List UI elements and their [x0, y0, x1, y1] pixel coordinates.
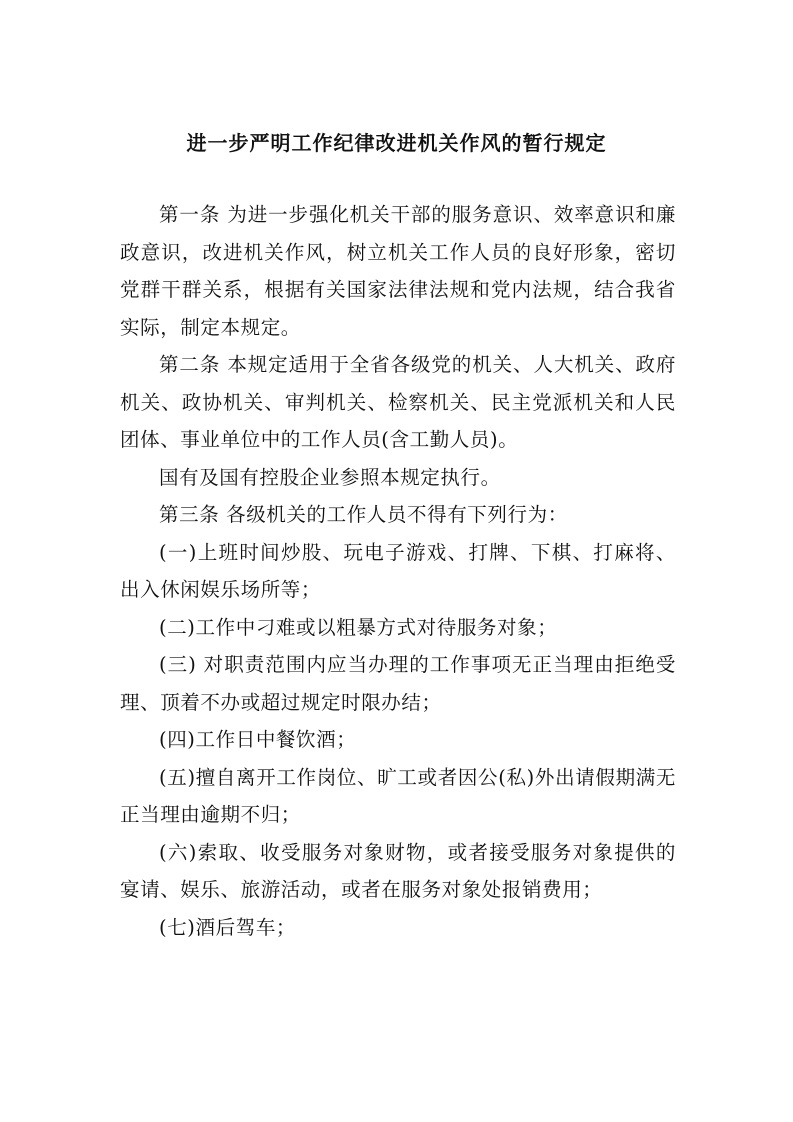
- list-item-1: (一)上班时间炒股、玩电子游戏、打牌、下棋、打麻将、出入休闲娱乐场所等；: [120, 540, 676, 601]
- paragraph-state-enterprise: 国有及国有控股企业参照本规定执行。: [159, 465, 501, 489]
- document-body: [120, 196, 676, 946]
- paragraph-article-2: 第二条 本规定适用于全省各级党的机关、人大机关、政府机关、政协机关、审判机关、检察机关、民主党派机关和人民团体、事业单位中的工作人员(含工勤人员)。: [120, 353, 676, 451]
- list-item-7: (七)酒后驾车；: [159, 915, 297, 939]
- list-item-3: (三) 对职责范围内应当办理的工作事项无正当理由拒绝受理、顶着不办或超过规定时限办结；: [120, 653, 676, 714]
- paragraph-article-1: 第一条 为进一步强化机关干部的服务意识、效率意识和廉政意识，改进机关作风，树立机关工作人员的良好形象，密切党群干群关系，根据有关国家法律法规和党内法规，结合我省实际，制定本规定。: [120, 203, 676, 339]
- list-item-2: (二)工作中刁难或以粗暴方式对待服务对象；: [159, 615, 558, 639]
- paragraph-article-3: 第三条 各级机关的工作人员不得有下列行为：: [159, 503, 568, 526]
- list-item-4: (四)工作日中餐饮酒；: [159, 728, 357, 751]
- document-title: 进一步严明工作纪律改进机关作风的暂行规定: [186, 131, 607, 155]
- list-item-6: (六)索取、收受服务对象财物，或者接受服务对象提供的宴请、娱乐、旅游活动，或者在服务对象处报销费用；: [120, 840, 676, 901]
- list-item-5: (五)擅自离开工作岗位、旷工或者因公(私)外出请假期满无正当理由逾期不归；: [120, 765, 676, 826]
